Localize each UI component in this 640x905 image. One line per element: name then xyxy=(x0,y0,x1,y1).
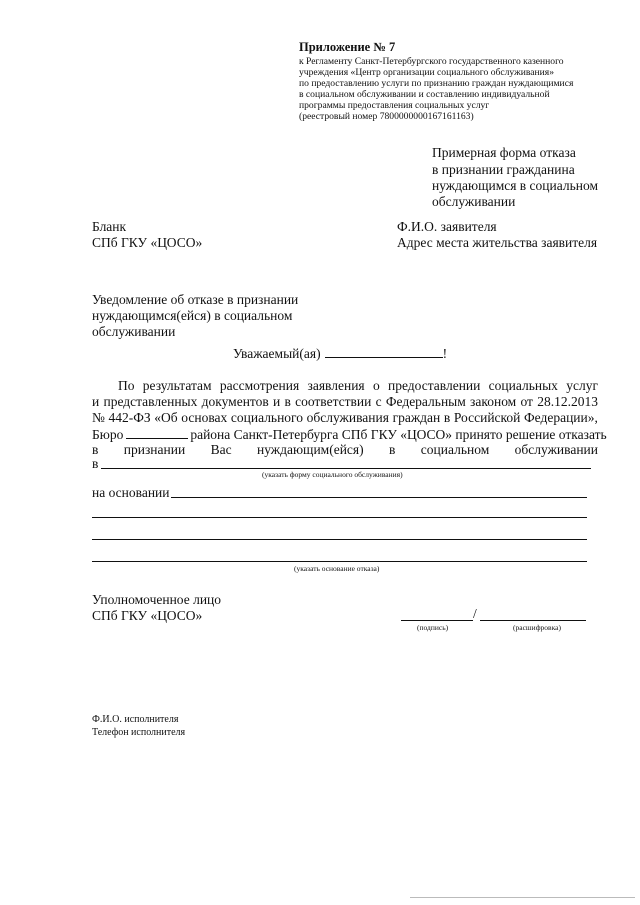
word: граждан xyxy=(392,410,441,425)
word: документов xyxy=(201,394,269,409)
appendix-line: (реестровый номер 7800000000167161163) xyxy=(299,111,474,122)
word: 442-ФЗ xyxy=(108,410,151,425)
executor-name-label: Ф.И.О. исполнителя xyxy=(92,714,179,725)
appendix-line: программы предоставления социальных услуг xyxy=(299,100,490,111)
word: социальных xyxy=(488,378,558,393)
executor-phone-label: Телефон исполнителя xyxy=(92,727,186,738)
bureau-label: Бюро xyxy=(92,427,124,442)
word: рассмотрения xyxy=(219,378,300,393)
authorized-person-label: Уполномоченное лицо xyxy=(92,592,222,607)
word: соответствии xyxy=(295,394,372,409)
body-line-6-start: в xyxy=(92,456,99,471)
signature-line xyxy=(401,620,473,621)
word: в xyxy=(284,394,291,409)
authorized-org: СПб ГКУ «ЦОСО» xyxy=(92,608,203,623)
body-line-4 xyxy=(92,426,607,443)
service-form-line xyxy=(101,468,591,469)
appendix-line: учреждения «Центр организации социального обслуживания» xyxy=(299,67,554,78)
service-form-caption: (указать форму социального обслуживания) xyxy=(262,470,403,479)
bureau-blank xyxy=(126,426,188,439)
basis-caption: (указать основание отказа) xyxy=(294,564,380,573)
word: законом xyxy=(470,394,517,409)
applicant-name-label: Ф.И.О. заявителя xyxy=(397,219,497,234)
sample-form-line: в признании гражданина xyxy=(432,162,575,177)
word: По xyxy=(118,378,135,393)
basis-label: на основании xyxy=(92,485,170,500)
word: и xyxy=(273,394,281,409)
sample-form-line: нуждающимся в социальном xyxy=(432,178,599,193)
scan-edge-line xyxy=(410,897,635,898)
word: основах xyxy=(181,410,228,425)
basis-line-4 xyxy=(92,561,587,562)
notice-title-line: нуждающимся(ейся) в социальном xyxy=(92,308,293,323)
body-line-1 xyxy=(118,378,598,394)
sample-form-line: Примерная форма отказа xyxy=(432,145,576,160)
notice-title-line: обслуживании xyxy=(92,324,176,339)
word: в xyxy=(389,442,396,457)
signature-slash: / xyxy=(473,606,477,621)
word: Федеральным xyxy=(385,394,466,409)
word: «Об xyxy=(154,410,178,425)
body-line-2 xyxy=(92,394,598,410)
signature-caption: (подпись) xyxy=(417,623,449,632)
word: признании xyxy=(123,442,186,457)
blank-label: Бланк xyxy=(92,219,127,234)
word: услуг xyxy=(566,378,598,393)
decryption-caption: (расшифровка) xyxy=(513,623,561,632)
word: обслуживании xyxy=(514,442,598,457)
word: с xyxy=(375,394,382,409)
basis-line-3 xyxy=(92,539,587,540)
word: представленных xyxy=(103,394,198,409)
word: результатам xyxy=(142,378,212,393)
greeting xyxy=(233,345,447,362)
decryption-line xyxy=(480,620,586,621)
sample-form-line: обслуживании xyxy=(432,194,516,209)
word: предоставлении xyxy=(387,378,481,393)
word: в xyxy=(92,442,99,457)
word: в xyxy=(443,410,451,425)
basis-line-2 xyxy=(92,517,587,518)
word: нуждающим(ейся) xyxy=(256,442,364,457)
word: от xyxy=(520,394,533,409)
appendix-line: к Регламенту Санкт-Петербургского государственного казенного xyxy=(299,56,564,67)
appendix-line: по предоставлению услуги по признанию граждан нуждающимися xyxy=(299,78,574,89)
word: 28.12.2013 xyxy=(537,394,598,409)
basis-line-1 xyxy=(171,497,587,498)
greeting-name-blank xyxy=(325,345,443,358)
body-line-3 xyxy=(92,410,598,426)
word: обслуживания xyxy=(306,410,389,425)
word: Вас xyxy=(210,442,232,457)
word: социального xyxy=(230,410,304,425)
word: и xyxy=(92,394,100,409)
word: о xyxy=(372,378,380,393)
appendix-line: в социальном обслуживании и составлению индивидуальной xyxy=(299,89,550,100)
word: Российской xyxy=(453,410,521,425)
body-line-4-rest: района Санкт-Петербурга СПб ГКУ «ЦОСО» принято решение отказать xyxy=(190,427,607,442)
word: Федерации», xyxy=(524,410,598,425)
body-line-5 xyxy=(92,442,598,458)
org-name: СПб ГКУ «ЦОСО» xyxy=(92,235,203,250)
word: № xyxy=(92,410,105,425)
appendix-title: Приложение № 7 xyxy=(299,40,396,54)
word: заявления xyxy=(307,378,365,393)
notice-title-line: Уведомление об отказе в признании xyxy=(92,292,299,307)
greeting-text: Уважаемый(ая) xyxy=(233,346,321,361)
word: социальном xyxy=(420,442,490,457)
greeting-end: ! xyxy=(442,346,448,361)
applicant-address-label: Адрес места жительства заявителя xyxy=(397,235,598,250)
